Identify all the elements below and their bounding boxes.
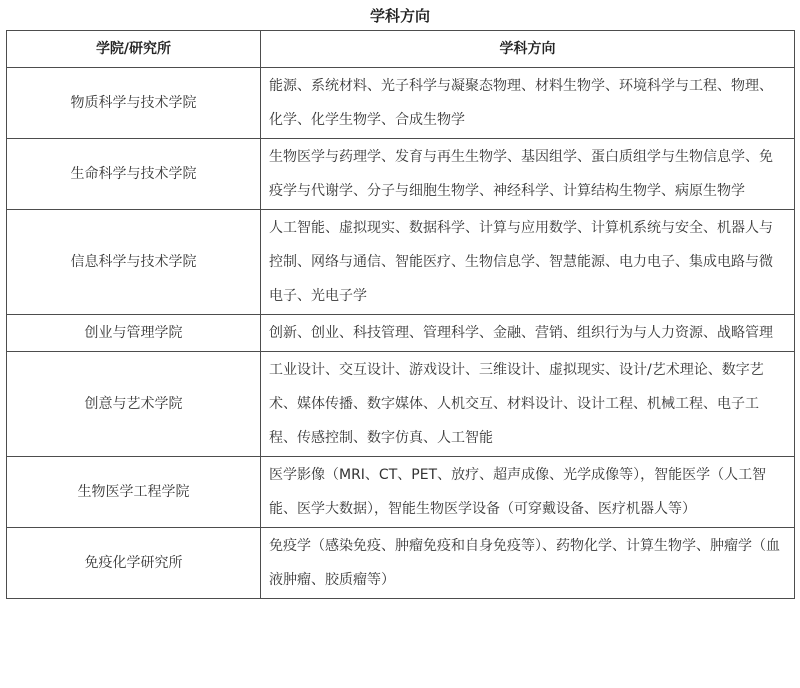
table-row xyxy=(7,210,795,315)
subject-list: 人工智能、虚拟现实、数据科学、计算与应用数学、计算机系统与安全、机器人与控制、网络与通信、智能医疗、生物信息学、智慧能源、电力电子、集成电路与微电子、光电子学 xyxy=(261,210,795,315)
header-subjects: 学科方向 xyxy=(261,31,795,68)
header-school: 学院/研究所 xyxy=(7,31,261,68)
subject-list: 创新、创业、科技管理、管理科学、金融、营销、组织行为与人力资源、战略管理 xyxy=(261,315,795,352)
table-row xyxy=(7,528,795,599)
table-row xyxy=(7,457,795,528)
table-row xyxy=(7,139,795,210)
subject-list: 生物医学与药理学、发育与再生生物学、基因组学、蛋白质组学与生物信息学、免疫学与代谢学、分子与细胞生物学、神经科学、计算结构生物学、病原生物学 xyxy=(261,139,795,210)
school-name: 创意与艺术学院 xyxy=(7,352,261,457)
subject-list: 医学影像（MRI、CT、PET、放疗、超声成像、光学成像等），智能医学（人工智能、医学大数据），智能生物医学设备（可穿戴设备、医疗机器人等） xyxy=(261,457,795,528)
table-row xyxy=(7,352,795,457)
school-name: 生物医学工程学院 xyxy=(7,457,261,528)
page-title: 学科方向 xyxy=(369,7,430,25)
subject-list: 免疫学（感染免疫、肿瘤免疫和自身免疫等）、药物化学、计算生物学、肿瘤学（血液肿瘤、胶质瘤等） xyxy=(261,528,795,599)
school-name: 物质科学与技术学院 xyxy=(7,68,261,139)
school-name: 生命科学与技术学院 xyxy=(7,139,261,210)
school-name: 信息科学与技术学院 xyxy=(7,210,261,315)
school-name: 创业与管理学院 xyxy=(7,315,261,352)
school-name: 免疫化学研究所 xyxy=(7,528,261,599)
table-row xyxy=(7,68,795,139)
disciplines-table xyxy=(6,30,795,599)
table-row xyxy=(7,315,795,352)
table-header-row xyxy=(7,31,795,68)
subject-list: 工业设计、交互设计、游戏设计、三维设计、虚拟现实、设计/艺术理论、数字艺术、媒体传播、数字媒体、人机交互、材料设计、设计工程、机械工程、电子工程、传感控制、数字仿真、人工智能 xyxy=(261,352,795,457)
subject-list: 能源、系统材料、光子科学与凝聚态物理、材料生物学、环境科学与工程、物理、化学、化学生物学、合成生物学 xyxy=(261,68,795,139)
